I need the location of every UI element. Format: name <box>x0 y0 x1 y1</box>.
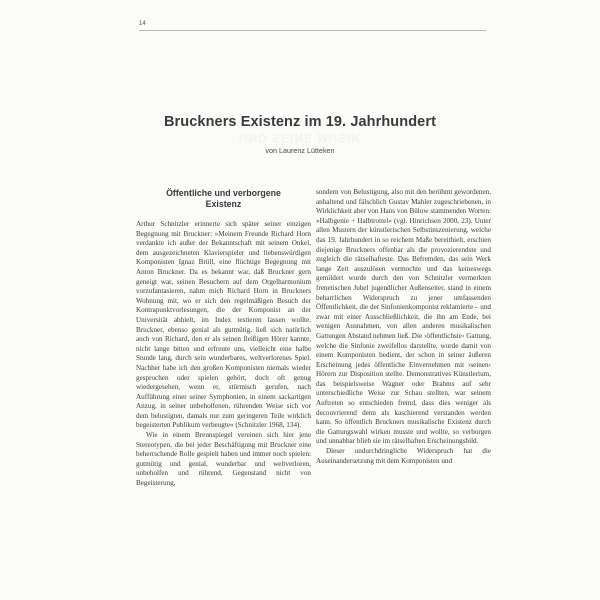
body-paragraph: Arthur Schnitzler erinnerte sich später seiner einzigen Begegnung mit Bruckner: »Meinem Freunde Richard Horn verdankte ich außer der Bekanntschaft mit seinem Onkel, dem ausgezeichneten Klavierspieler und liebenswürdigen Komponisten Ignaz Brüll, eine flüchtige Begegnung mit Anton Bruckner. Da es bekannt war, daß Bruckner gern geneigt war, seinen Besuchern auf dem Orgelharmonium vorzufantasieren, nahm mich Richard Horn in Bruckners Wohnung mit, wo er sich den regelmäßigen Besuch der Kontrapunktvorlesungen, die der Komponist an der Universität abhielt, im Index testieren lassen wollte. Bruckner, ebenso genial als gutmütig, ließ sich natürlich auch von Richard, den er als seinen fleißigen Hörer kannte, nicht lange bitten und erfreute uns, vielleicht eine halbe Stunde lang, durch sein wunderbares, weltverlorenes Spiel. Nachher habe ich den großen Komponisten niemals wieder gesprochen oder spielen gehört, doch oft genug wiedergesehen, wenn er, stürmisch gerufen, nach Aufführung einer seiner Symphonien, in einem sackartigen Anzug, in seiner unbeholfenen, rührenden Weise sich vor dem belustigten, damals nur zum geringeren Teile wirklich begeisterten Publikum verbeugte« (Schnitzler 1968, 134). <box>136 220 311 430</box>
body-paragraph: Wie in einem Brennspiegel vereinen sich hier jene Stereotypen, die bei jeder Beschäftigung mit Bruckner eine beherrschende Rolle gespielt haben und immer noch spielen: gutmütig und genial, wunderbar und weltverloren, unbeholfen und rührend, Gegenstand nicht von Begeisterung, <box>136 431 311 488</box>
left-column <box>136 188 311 489</box>
section-heading-line2: Existenz <box>205 199 242 209</box>
section-heading <box>136 188 311 210</box>
body-paragraph: Dieser undurchdringliche Widerspruch hat die Auseinandersetzung mit dem Komponisten und <box>316 447 491 465</box>
body-paragraph: sondern von Belustigung, also mit den berühmt gewordenen, anhaltend und fälschlich Gustav Mahler zugeschriebenen, in Wirklichkeit aber von Hans von Bülow stammenden Worten: »Halbgenie + Halbtrottel« (vgl. Hinrichsen 2000, 23). Unter allen Mustern der künstlerischen Selbstinszenierung, welche das 19. Jahrhundert in so reichem Maße bereithielt, erschien diejenige Bruckners offenbar als die provozierendste und zugleich die rätselhafteste. Das Befremden, das sein Werk lange Zeit auszulösen vermochte und das keineswegs gemildert wurde durch den von Schnitzler vermerkten frenetischen Jubel jugendlicher Außenseiter, stand in einem beharrlichen Widerspruch zu jener umfassenden Öffentlichkeit, die der Sinfonienkomponist reklamierte – und zwar mit einer Ausschließlichkeit, die ihn am Ende, bei wenigen Ausnahmen, von allen anderen musikalischen Gattungen Abstand nehmen ließ. Die ›öffentlichste‹ Gattung, welche die Sinfonie zweifellos darstellte, wurde damit von einem Komponisten bedient, der schon in seiner äußeren Erscheinung jedes öffentliche Einvernehmen mit ›seinen‹ Hörern zur Disposition stellte. Demonstratives Künstlertum, das beispielsweise Wagner oder Brahms auf sehr unterschiedliche Weise zur Schau stellten, war seinem Auftreten so entschieden fremd, dass dies weniger als decouvrierend denn als kaschierend verstanden werden kann. So öffentlich Bruckners musikalische Existenz durch die Gattungswahl wirken musste und wollte, so verborgen und unnahbar blieb sie im rätselhaften Erscheinungsbild. <box>316 188 491 446</box>
article-author: von Laurenz Lütteken <box>265 146 335 155</box>
show-through-text: UND SEINE MUSIK <box>238 131 362 145</box>
article-title: Bruckners Existenz im 19. Jahrhundert <box>163 114 437 130</box>
page-number: 14 <box>139 21 146 27</box>
section-heading-line1: Öffentliche und verborgene <box>166 188 281 198</box>
header-rule <box>139 30 486 31</box>
right-column <box>316 188 491 466</box>
